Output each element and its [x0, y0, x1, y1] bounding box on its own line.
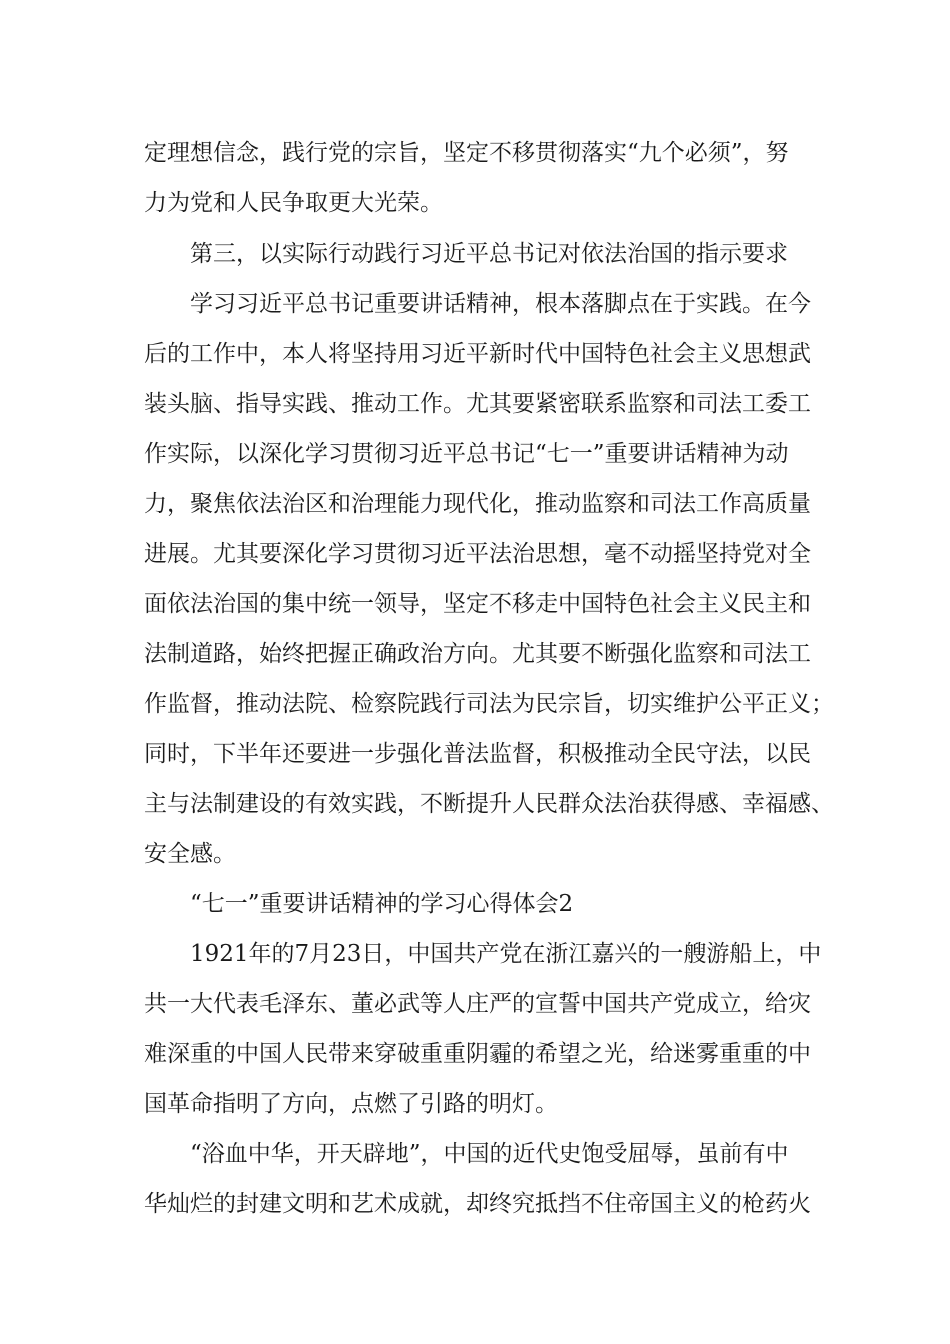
text-line: 定理想信念，践行党的宗旨，坚定不移贯彻落实“九个必须”，努 [144, 140, 789, 166]
text-line: 学习习近平总书记重要讲话精神，根本落脚点在于实践。在今 [190, 291, 811, 317]
text-line: “浴血中华，开天辟地”，中国的近代史饱受屈辱，虽前有中 [190, 1141, 789, 1167]
text-line: 安全感。 [144, 841, 236, 867]
text-line: 进展。尤其要深化学习贯彻习近平法治思想，毫不动摇坚持党对全 [144, 541, 811, 567]
text-line: 作监督，推动法院、检察院践行司法为民宗旨，切实维护公平正义； [144, 691, 834, 717]
text-line: 力为党和人民争取更大光荣。 [144, 190, 443, 216]
text-line: 共一大代表毛泽东、董必武等人庄严的宣誓中国共产党成立，给灾 [144, 991, 811, 1017]
text-line: 作实际，以深化学习贯彻习近平总书记“七一”重要讲话精神为动 [144, 441, 789, 467]
text-line: 装头脑、指导实践、推动工作。尤其要紧密联系监察和司法工委工 [144, 391, 811, 417]
section-heading: 第三，以实际行动践行习近平总书记对依法治国的指示要求 [190, 241, 788, 267]
text-line: 同时，下半年还要进一步强化普法监督，积极推动全民守法，以民 [144, 741, 811, 767]
text-line: 1921年的7月23日，中国共产党在浙江嘉兴的一艘游船上，中 [190, 941, 822, 967]
text-line: 力，聚焦依法治区和治理能力现代化，推动监察和司法工作高质量 [144, 491, 811, 517]
text-line: 国革命指明了方向，点燃了引路的明灯。 [144, 1091, 558, 1117]
section-heading: “七一”重要讲话精神的学习心得体会2 [190, 891, 574, 917]
text-line: 主与法制建设的有效实践，不断提升人民群众法治获得感、幸福感、 [144, 791, 834, 817]
text-line: 后的工作中，本人将坚持用习近平新时代中国特色社会主义思想武 [144, 341, 811, 367]
text-line: 难深重的中国人民带来穿破重重阴霾的希望之光，给迷雾重重的中 [144, 1041, 811, 1067]
text-line: 面依法治国的集中统一领导，坚定不移走中国特色社会主义民主和 [144, 591, 811, 617]
text-line: 华灿烂的封建文明和艺术成就，却终究抵挡不住帝国主义的枪药火 [144, 1191, 811, 1217]
text-line: 法制道路，始终把握正确政治方向。尤其要不断强化监察和司法工 [144, 641, 811, 667]
